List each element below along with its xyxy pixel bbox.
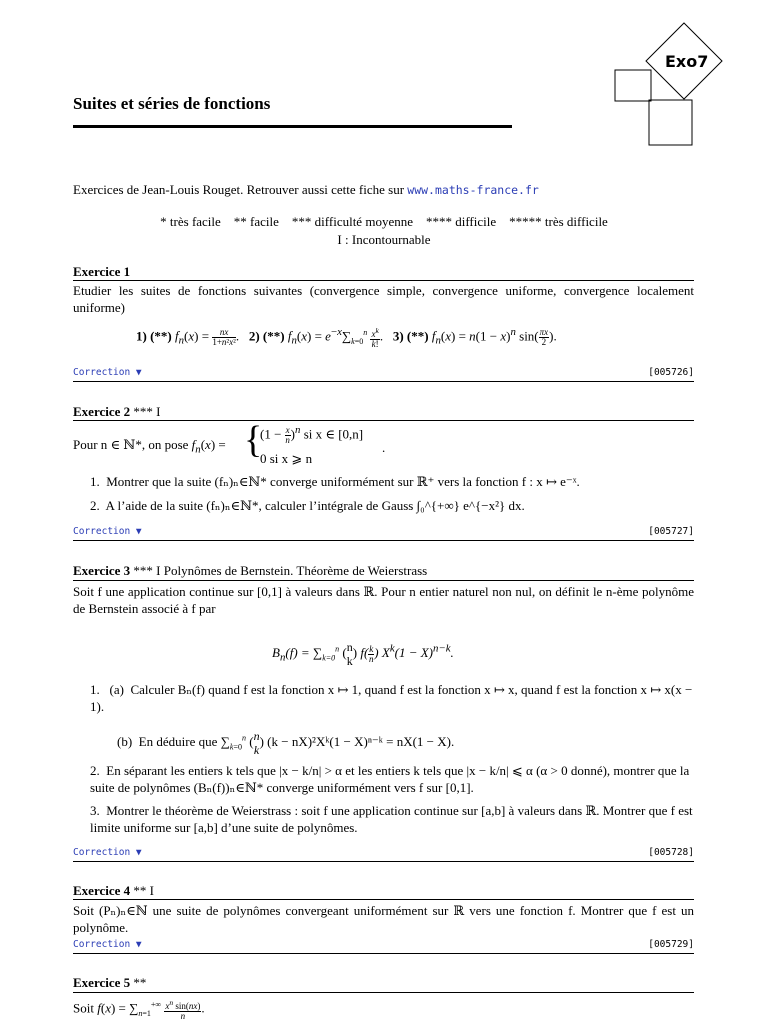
exercise-2-heading xyxy=(73,404,161,420)
exercise-3-tag: *** I Polynômes de Bernstein. Théorème de Weierstrass xyxy=(133,563,428,578)
exercise-1-heading xyxy=(73,264,130,280)
exercise-4-ref: [005729] xyxy=(648,939,694,950)
exercise-4-tag: ** I xyxy=(133,883,154,898)
f1-fraction: $\frac{nx}{\text{1+n²x²}}$ xyxy=(212,327,236,347)
intro-line xyxy=(73,182,539,198)
intro-text: Exercices de Jean-Louis Rouget. Retrouver aussi cette fiche sur xyxy=(73,182,405,197)
exercise-5-rule xyxy=(73,992,694,993)
exercise-4-rule xyxy=(73,899,694,900)
exercise-1-end-rule xyxy=(73,381,694,382)
exercise-3-title: Exercice 3 xyxy=(73,563,131,578)
f3-label: 3) (**) xyxy=(392,328,429,344)
case-brace: { xyxy=(244,419,263,461)
exercise-2-item-1: 1. Montrer que la suite (fₙ)ₙ∈ℕ* converge uniformément sur ℝ⁺ vers la fonction f : x ↦ e⁻ˣ. xyxy=(90,474,580,489)
exercise-4-correction-link[interactable]: Correction ▼ xyxy=(73,939,142,950)
exercise-1-title: Exercice 1 xyxy=(73,264,131,279)
exo7-logo xyxy=(612,20,732,150)
exercise-1-formulas: 1) (**) $f_n(x)$ = $\frac{nx}{\text{1+n²x²}}$ . 2) (**) $f_n(x) = e^{-x}\sum_{k=0}^n$ $\frac{x^k}{k!}$ . 3) (**) $f_n(x) = n(1 - x)^n$ sin( $\frac{\pi x}{2}$ ). xyxy=(136,326,557,349)
exercise-3-statement: Soit f une application continue sur [0,1] à valeurs dans ℝ. Pour n entier naturel non nul, on définit le n-ème polynôme de Bernstein associé à f par xyxy=(73,584,694,616)
exercise-3-item-2: 2. En séparant les entiers k tels que |x − k/n| > α et les entiers k tels que |x − k/n| ⩽ α (α > 0 donné), montrer que la suite de polynômes (Bₙ(f))ₙ∈ℕ* converge uniformément vers f sur [0,1]. xyxy=(90,763,690,795)
difficulty-legend: * très facile ** facile *** difficulté moyenne **** difficile ***** très difficile xyxy=(160,214,608,229)
exercise-2-item-2: 2. A l’aide de la suite (fₙ)ₙ∈ℕ*, calculer l’intégrale de Gauss ∫₀^{+∞} e^{−x²} dx. xyxy=(90,498,525,513)
case-1-cond: si x ∈ [0,n] xyxy=(303,426,364,442)
exercise-2-correction-link[interactable]: Correction ▼ xyxy=(73,526,142,537)
site-link[interactable]: www.maths-france.fr xyxy=(407,183,539,197)
exercise-2-prefix: Pour n ∈ ℕ*, on pose xyxy=(73,437,189,452)
page-title: Suites et séries de fonctions xyxy=(73,94,271,113)
exercise-2-rule xyxy=(73,420,694,421)
exercise-4-statement: Soit (Pₙ)ₙ∈ℕ une suite de polynômes convergeant uniformément sur ℝ vers une fonction f. Montrer que f est un polynôme. xyxy=(73,903,694,935)
exercise-5-tag: ** xyxy=(133,975,147,990)
exercise-2-title: Exercice 2 xyxy=(73,404,131,419)
f1-label: 1) (**) xyxy=(136,328,172,344)
exercise-4-end-rule xyxy=(73,953,694,954)
exercise-5-title: Exercice 5 xyxy=(73,975,131,990)
bernstein-formula: $B_n(f) = \sum_{k=0}^n$ ( n k ) f( $\frac{k}{n}$ ) $X^k(1 - X)^{n-k}$. xyxy=(272,640,454,668)
exercise-3-item-3: 3. Montrer le théorème de Weierstrass : soit f une application continue sur [a,b] à valeurs dans ℝ. Montrer que f est limite uniforme sur [a,b] d’une suite de polynômes. xyxy=(90,803,693,835)
exercise-4-heading xyxy=(73,883,154,899)
f2-fraction: $\frac{x^k}{k!}$ xyxy=(371,326,379,349)
exercise-3-item-1a: 1. (a) Calculer Bₙ(f) quand f est la fonction x ↦ 1, quand f est la fonction x ↦ x, quand f est la fonction x ↦ x(x − 1). xyxy=(90,682,693,714)
f3-fraction: $\frac{\pi x}{2}$ xyxy=(539,327,549,347)
exercise-2-tag: *** I xyxy=(133,404,161,419)
exercise-3-heading xyxy=(73,563,427,579)
case-period: . xyxy=(382,440,386,455)
exercise-2-end-rule xyxy=(73,540,694,541)
exercise-1-rule xyxy=(73,280,694,281)
exercise-5-statement: Soit $f(x) = \sum_{n=1}^{+\infty}$ $\frac{x^n \sin(nx)}{n}$ . xyxy=(73,998,205,1021)
case-2: 0 si x ⩾ n xyxy=(260,451,313,466)
exercise-3-item-1b: (b) En déduire que $\sum_{k=0}^n$ ( n k ) (k − nX)²Xᵏ(1 − X)ⁿ⁻ᵏ = nX(1 − X). xyxy=(117,729,455,757)
exercise-3-rule xyxy=(73,580,694,581)
title-divider xyxy=(73,125,512,128)
exercise-1-statement: Etudier les suites de fonctions suivantes (convergence simple, convergence uniforme, convergence localement uniforme) xyxy=(73,283,694,315)
exercise-4-title: Exercice 4 xyxy=(73,883,131,898)
exercise-3-end-rule xyxy=(73,861,694,862)
exercise-3-correction-link[interactable]: Correction ▼ xyxy=(73,847,142,858)
logo-label: Exo7 xyxy=(665,52,709,71)
exercise-3-ref: [005728] xyxy=(648,847,694,858)
case-1: (1 − $\frac{x}{n}$ )$^n$ si x ∈ [0,n] xyxy=(260,424,364,445)
exercise-1-ref: [005726] xyxy=(648,367,694,378)
f2-label: 2) (**) xyxy=(248,328,285,344)
exercise-2-definition: Pour n ∈ ℕ*, on pose $f_n(x)$ = xyxy=(73,437,226,456)
exercise-2-ref: [005727] xyxy=(648,526,694,537)
incontournable-legend: I : Incontournable xyxy=(337,232,431,247)
exercise-1-correction-link[interactable]: Correction ▼ xyxy=(73,367,142,378)
exercise-5-heading xyxy=(73,975,146,991)
